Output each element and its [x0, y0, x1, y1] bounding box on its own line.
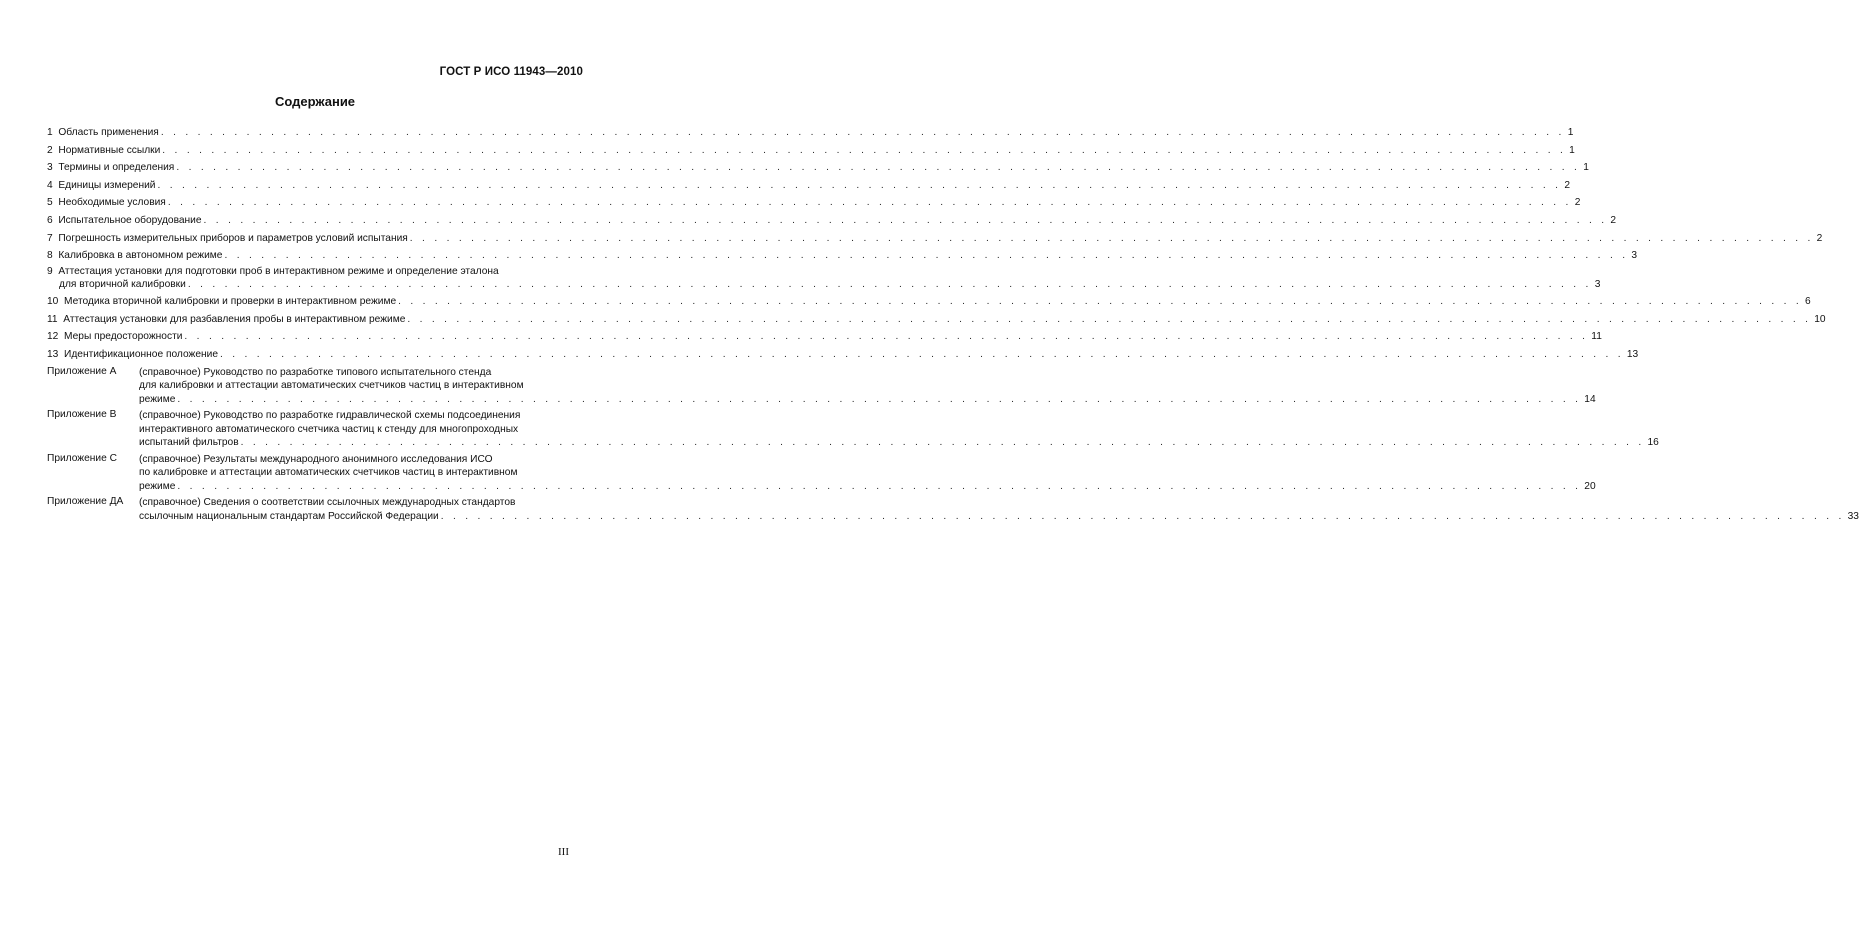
entry-page: 16 [1647, 437, 1659, 449]
entry-page: 14 [1584, 393, 1596, 405]
appendix-body [139, 496, 1859, 523]
entry-page: 2 [1574, 197, 1581, 209]
entry-number: 6 [47, 214, 53, 226]
toc-entry[interactable] [47, 177, 1570, 195]
entry-number: 1 [47, 127, 53, 138]
leader-dots [224, 247, 1628, 265]
entry-number: 4 [47, 179, 53, 191]
entry-title: Термины и определения [58, 162, 175, 174]
appendix-line: по калибровке и аттестации автоматических счетчиков частиц в интерактивном [139, 467, 518, 479]
leader-dots [168, 194, 1572, 212]
entry-page: 10 [1814, 313, 1826, 325]
entry-title: Нормативные ссылки [58, 144, 161, 156]
entry-number: 2 [47, 144, 53, 156]
entry-title: Калибровка в автономном режиме [58, 250, 223, 262]
appendix-line: (справочное) Руководство по разработке гидравлической схемы подсоединения [139, 410, 521, 422]
appendix-line: для калибровки и аттестации автоматических счетчиков частиц в интерактивном [139, 380, 524, 392]
toc-title: Содержание [274, 94, 356, 109]
appendix-line: интерактивного автоматического счетчика частиц к стенду для многопроходных [139, 423, 519, 435]
toc-entry[interactable] [47, 265, 583, 279]
entry-page: 2 [1816, 232, 1823, 244]
appendix-line: (справочное) Результаты международного анонимного исследования ИСО [139, 453, 493, 465]
appendix-line: (справочное) Сведения о соответствии ссылочных международных стандартов [139, 497, 516, 509]
appendix-label: Приложение С [47, 452, 117, 464]
appendix-label: Приложение В [47, 409, 117, 421]
entry-number: 12 [47, 331, 59, 343]
leader-dots [157, 177, 1561, 195]
leader-dots [241, 436, 1645, 450]
entry-page: 3 [1631, 250, 1638, 262]
appendix-body [139, 366, 1596, 407]
leader-dots [398, 293, 1802, 311]
toc-entry[interactable] [47, 159, 1589, 177]
appendix-last-line [139, 393, 1596, 407]
leader-dots [176, 159, 1580, 177]
entry-number: 13 [47, 349, 59, 361]
entry-title-line2: для вторичной калибровки [59, 279, 186, 291]
toc-entry[interactable] [47, 311, 1826, 329]
leader-dots [161, 124, 1565, 142]
leader-dots [184, 328, 1588, 346]
leader-dots [177, 480, 1581, 494]
entry-number: 10 [47, 296, 59, 308]
entry-title: Погрешность измерительных приборов и параметров условий испытания [58, 232, 408, 244]
toc-entry[interactable] [47, 124, 1574, 142]
entry-number: 11 [47, 313, 58, 325]
entry-title-line1: Аттестация установки для подготовки проб в интерактивном режиме и определение эталона [58, 265, 499, 277]
entry-page: 11 [1591, 331, 1602, 343]
entry-page: 2 [1610, 214, 1617, 226]
appendix-body [139, 453, 1596, 494]
toc-entry[interactable] [47, 212, 1617, 230]
entry-title: Необходимые условия [58, 197, 166, 209]
appendix-last-line [139, 510, 1859, 524]
table-of-contents [47, 124, 1859, 526]
entry-title: Область применения [58, 127, 159, 138]
appendix-last-line [139, 480, 1596, 494]
appendix-line: (справочное) Руководство по разработке типового испытательного стенда [139, 366, 492, 378]
toc-appendix[interactable] [47, 496, 1859, 523]
appendix-last-line [139, 436, 1659, 450]
entry-title: Методика вторичной калибровки и проверки в интерактивном режиме [64, 296, 397, 308]
entry-page: 1 [1567, 127, 1574, 138]
entry-number: 9 [47, 265, 53, 277]
entry-title: Меры предосторожности [64, 331, 183, 343]
entry-title: Аттестация установки для разбавления пробы в интерактивном режиме [63, 313, 406, 325]
entry-number: 8 [47, 250, 53, 262]
appendix-body [139, 409, 1659, 450]
entry-page: 20 [1584, 480, 1596, 492]
appendix-line: ссылочным национальным стандартам Российской Федерации [139, 510, 439, 522]
toc-entry[interactable] [47, 230, 1823, 248]
entry-page: 1 [1583, 162, 1589, 174]
toc-appendix[interactable] [47, 365, 1596, 407]
entry-number: 5 [47, 197, 53, 209]
leader-dots [441, 510, 1845, 524]
entry-page: 33 [1847, 510, 1859, 522]
entry-page: 6 [1805, 296, 1811, 308]
entry-title: Идентификационное положение [64, 349, 218, 361]
toc-entry-continuation[interactable] [47, 278, 1601, 293]
leader-dots [162, 142, 1566, 160]
leader-dots [204, 212, 1608, 230]
toc-entry[interactable] [47, 142, 1575, 160]
entry-number: 7 [47, 232, 53, 244]
entry-page: 3 [1594, 279, 1601, 291]
entry-page: 2 [1564, 179, 1570, 191]
toc-appendix[interactable] [47, 452, 1596, 494]
appendix-line: режиме [139, 393, 176, 405]
toc-entry[interactable] [47, 328, 1602, 346]
leader-dots [410, 230, 1814, 248]
page-number: III [558, 846, 569, 858]
entry-number: 3 [47, 162, 53, 174]
leader-dots [177, 393, 1581, 407]
entry-page: 1 [1569, 144, 1575, 156]
toc-appendix[interactable] [47, 409, 1659, 450]
toc-entry[interactable] [47, 346, 1639, 364]
toc-entry[interactable] [47, 247, 1638, 265]
leader-dots [220, 346, 1624, 364]
appendix-label: Приложение ДА [47, 496, 124, 508]
toc-entry[interactable] [47, 194, 1581, 212]
entry-page: 13 [1626, 349, 1639, 361]
appendix-label: Приложение А [47, 365, 117, 377]
appendix-line: испытаний фильтров [139, 437, 239, 449]
leader-dots [188, 278, 1592, 293]
standard-code: ГОСТ Р ИСО 11943—2010 [439, 66, 583, 78]
entry-title: Испытательное оборудование [58, 214, 202, 226]
appendix-line: режиме [139, 480, 176, 492]
leader-dots [407, 311, 1811, 329]
toc-entry[interactable] [47, 293, 1811, 311]
entry-title: Единицы измерений [58, 179, 156, 191]
